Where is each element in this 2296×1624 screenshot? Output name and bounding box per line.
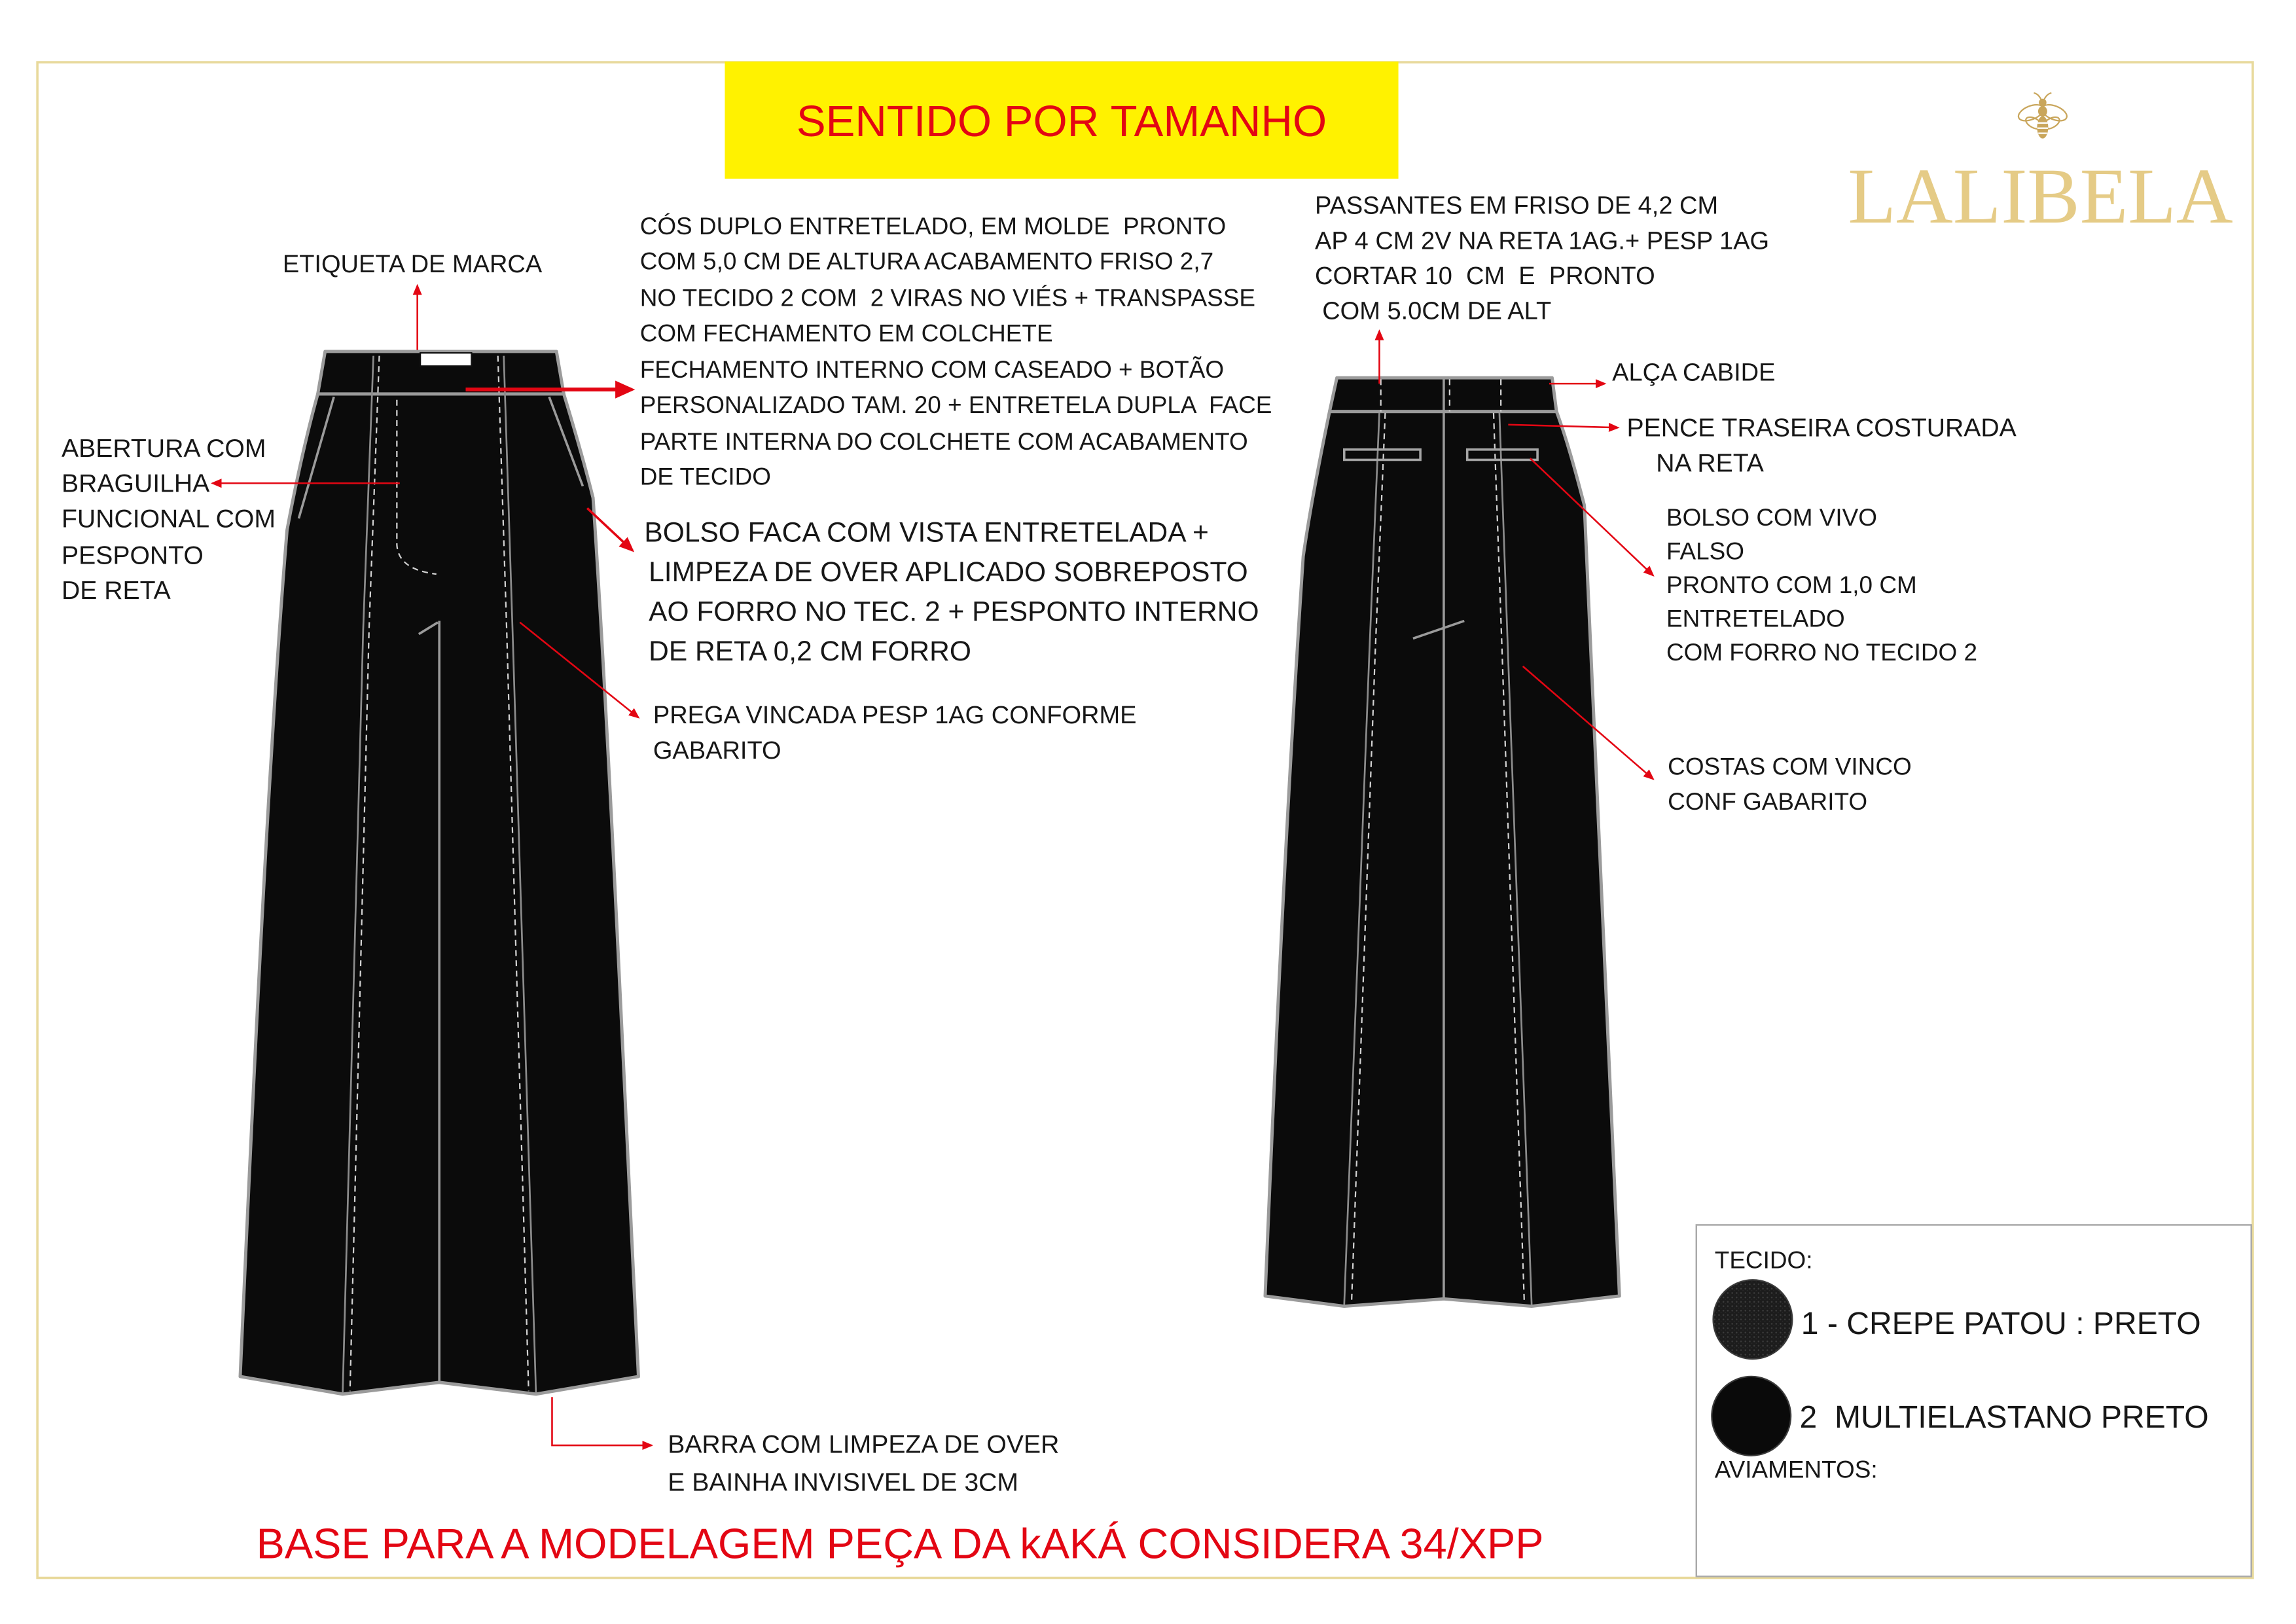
- annotation-line: PERSONALIZADO TAM. 20 + ENTRETELA DUPLA FACE: [639, 391, 1272, 418]
- arrow-barra: [552, 1397, 651, 1445]
- annotation-line: BRAGUILHA: [62, 469, 210, 498]
- annotation-pence: [1627, 414, 2017, 478]
- annotation-line: AO FORRO NO TEC. 2 + PESPONTO INTERNO: [649, 596, 1259, 628]
- annotation-line: BOLSO FACA COM VISTA ENTRETELADA +: [644, 517, 1209, 549]
- annotation-cos: [640, 213, 1272, 490]
- annotation-line: FUNCIONAL COM: [62, 505, 276, 533]
- annotation-line: PASSANTES EM FRISO DE 4,2 CM: [1315, 192, 1719, 220]
- annotation-alca: [1612, 359, 1775, 387]
- annotation-line: COSTAS COM VINCO: [1668, 753, 1912, 780]
- annotation-abertura: [62, 435, 276, 605]
- fabric-heading: TECIDO:: [1714, 1246, 1813, 1274]
- annotation-line: PENCE TRASEIRA COSTURADA: [1626, 414, 2017, 442]
- annotation-line: AP 4 CM 2V NA RETA 1AG.+ PESP 1AG: [1315, 227, 1770, 255]
- annotation-line: BOLSO COM VIVO: [1666, 504, 1877, 532]
- annotation-line: ALÇA CABIDE: [1612, 359, 1776, 387]
- fabric-label-1: 1 - CREPE PATOU : PRETO: [1801, 1306, 2201, 1342]
- annotation-line: DE RETA: [62, 576, 171, 605]
- brand-logo: [1848, 93, 2233, 240]
- annotation-line: ETIQUETA DE MARCA: [282, 251, 543, 279]
- annotation-line: LIMPEZA DE OVER APLICADO SOBREPOSTO: [649, 557, 1248, 588]
- annotation-line: PARTE INTERNA DO COLCHETE COM ACABAMENTO: [639, 427, 1248, 455]
- front-pants-drawing: [240, 352, 639, 1394]
- annotation-barra: [668, 1430, 1059, 1496]
- annotation-passantes: [1315, 192, 1769, 325]
- brand-wordmark: LALIBELA: [1848, 153, 2233, 241]
- annotation-line: NA RETA: [1656, 449, 1764, 478]
- annotation-line: COM 5,0 CM DE ALTURA ACABAMENTO FRISO 2,7: [639, 247, 1214, 275]
- annotation-line: PREGA VINCADA PESP 1AG CONFORME: [653, 702, 1137, 730]
- annotation-line: PESPONTO: [62, 541, 204, 570]
- fabric-label-2: 2 MULTIELASTANO PRETO: [1799, 1399, 2209, 1435]
- materials-box: [1696, 1225, 2251, 1576]
- footer-note: BASE PARA A MODELAGEM PEÇA DA kAKÁ CONSIDERA 34/XPP: [256, 1519, 1544, 1568]
- brand-label-tag: [420, 353, 471, 366]
- back-pants-body: [1265, 412, 1619, 1307]
- annotation-line: FECHAMENTO INTERNO COM CASEADO + BOTÃO: [639, 356, 1225, 384]
- annotation-line: COM 5.0CM DE ALT: [1322, 297, 1552, 325]
- trims-heading: AVIAMENTOS:: [1714, 1456, 1878, 1483]
- annotation-line: E BAINHA INVISIVEL DE 3CM: [668, 1468, 1019, 1497]
- annotation-costas: [1668, 753, 1912, 815]
- annotation-line: DE TECIDO: [639, 463, 771, 490]
- annotation-line: DE RETA 0,2 CM FORRO: [649, 636, 971, 667]
- bee-icon: [2016, 93, 2069, 139]
- annotation-line: ABERTURA COM: [62, 434, 266, 463]
- back-pants-drawing: [1265, 378, 1619, 1306]
- annotation-line: ENTRETELADO: [1666, 605, 1845, 632]
- annotation-line: FALSO: [1666, 537, 1744, 565]
- annotation-line: BARRA COM LIMPEZA DE OVER: [668, 1430, 1060, 1459]
- annotation-line: CONF GABARITO: [1668, 788, 1868, 816]
- annotation-line: GABARITO: [653, 736, 781, 765]
- annotation-line: PRONTO COM 1,0 CM: [1666, 571, 1917, 599]
- annotation-etiqueta: [283, 251, 543, 278]
- annotation-line: COM FECHAMENTO EM COLCHETE: [639, 319, 1053, 347]
- annotation-line: CÓS DUPLO ENTRETELADO, EM MOLDE PRONTO: [639, 212, 1227, 240]
- annotation-line: COM FORRO NO TECIDO 2: [1666, 638, 1977, 666]
- annotation-prega: [653, 702, 1137, 765]
- annotation-bolso-vivo: [1666, 504, 1977, 666]
- annotation-line: NO TECIDO 2 COM 2 VIRAS NO VIÉS + TRANSPASSE: [639, 284, 1256, 312]
- annotation-bolso-faca: [644, 518, 1259, 667]
- annotation-line: CORTAR 10 CM E PRONTO: [1315, 262, 1655, 291]
- title-banner: [725, 62, 1398, 179]
- page-title: SENTIDO POR TAMANHO: [796, 97, 1327, 147]
